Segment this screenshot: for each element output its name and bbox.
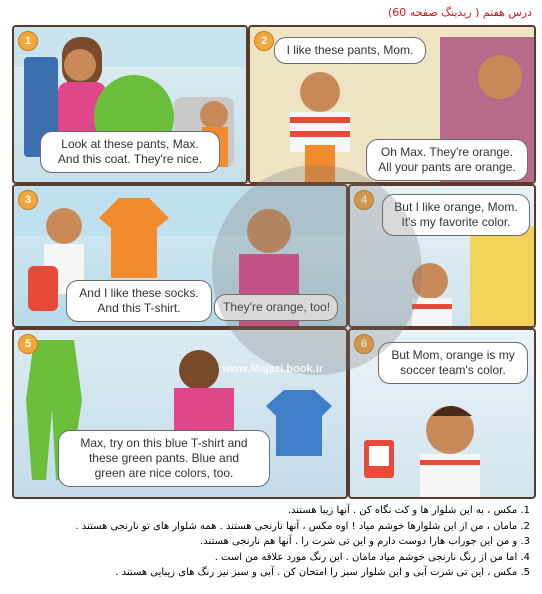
watermark-text: www.Majazi.book.ir <box>222 363 324 375</box>
bubble-line: And this coat. They're nice. <box>57 152 203 166</box>
translation-item <box>15 505 530 521</box>
bubble-line: I like these pants, Mom. <box>286 43 414 57</box>
comic-strip <box>12 25 534 495</box>
item-text: و من این جوراب هارا دوست دارم و این تی شرت را . آنها هم نارنجی هستند. <box>200 536 518 547</box>
translation-item <box>15 536 530 552</box>
translation-list <box>15 505 530 583</box>
speech-bubble <box>366 139 528 181</box>
item-number: 2. <box>520 520 530 532</box>
bubble-line: And this T-shirt. <box>97 301 181 315</box>
panel-number: 6 <box>354 334 374 354</box>
bubble-line: Look at these pants, Max. <box>61 137 199 151</box>
bubble-line: And I like these socks. <box>79 286 199 300</box>
watermark-logo <box>212 165 422 375</box>
bubble-line: It's my favorite color. <box>401 215 511 229</box>
item-text: مکس ، این تی شرت آبی و این شلوار سبز را امتحان کن . آبی و سبز نیز رنگ های زیبایی هستند . <box>115 567 518 578</box>
panel-number: 3 <box>18 190 38 210</box>
bubble-line: Oh Max. They're orange. <box>380 145 514 159</box>
bubble-line: Max, try on this blue T-shirt and <box>80 436 248 450</box>
item-number: 3. <box>520 536 530 547</box>
bubble-line: soccer team's color. <box>400 363 506 377</box>
bubble-line: They're orange, too! <box>223 300 331 314</box>
item-number: 1. <box>520 505 530 516</box>
item-text: مامان ، من از این شلوارها خوشم میاد ! اوه مکس ، آنها نارنجی هستند . همه شلوار های تو نارنجی هستند . <box>75 520 518 532</box>
item-number: 5. <box>520 567 530 578</box>
speech-bubble <box>378 342 528 384</box>
bubble-line: But I like orange, Mom. <box>394 200 518 214</box>
bubble-line: But Mom, orange is my <box>391 348 515 362</box>
translation-item <box>15 521 530 537</box>
panel-2 <box>248 25 536 184</box>
bubble-line: green are nice colors, too. <box>94 466 234 480</box>
translation-item <box>15 567 530 583</box>
panel-1 <box>12 25 248 184</box>
panel-number: 5 <box>18 334 38 354</box>
speech-bubble <box>274 37 426 64</box>
bubble-line: All your pants are orange. <box>378 160 516 174</box>
panel-number: 1 <box>18 31 38 51</box>
item-text: مکس ، به این شلوار ها و کت نگاه کن . آنها زیبا هستند. <box>287 505 518 516</box>
item-number: 4. <box>520 551 530 563</box>
speech-bubble <box>66 280 212 322</box>
translation-item <box>15 552 530 568</box>
bubble-line: these green pants. Blue and <box>88 451 240 465</box>
panel-number: 4 <box>354 190 374 210</box>
item-text: اما من از رنگ نارنجی خوشم میاد مامان . این رنگ مورد علاقه من است . <box>214 551 518 563</box>
speech-bubble <box>40 131 220 173</box>
speech-bubble <box>58 430 270 487</box>
panel-number: 2 <box>254 31 274 51</box>
page-header: درس هفتم ( ریدینگ صفحه 60) <box>388 6 532 19</box>
